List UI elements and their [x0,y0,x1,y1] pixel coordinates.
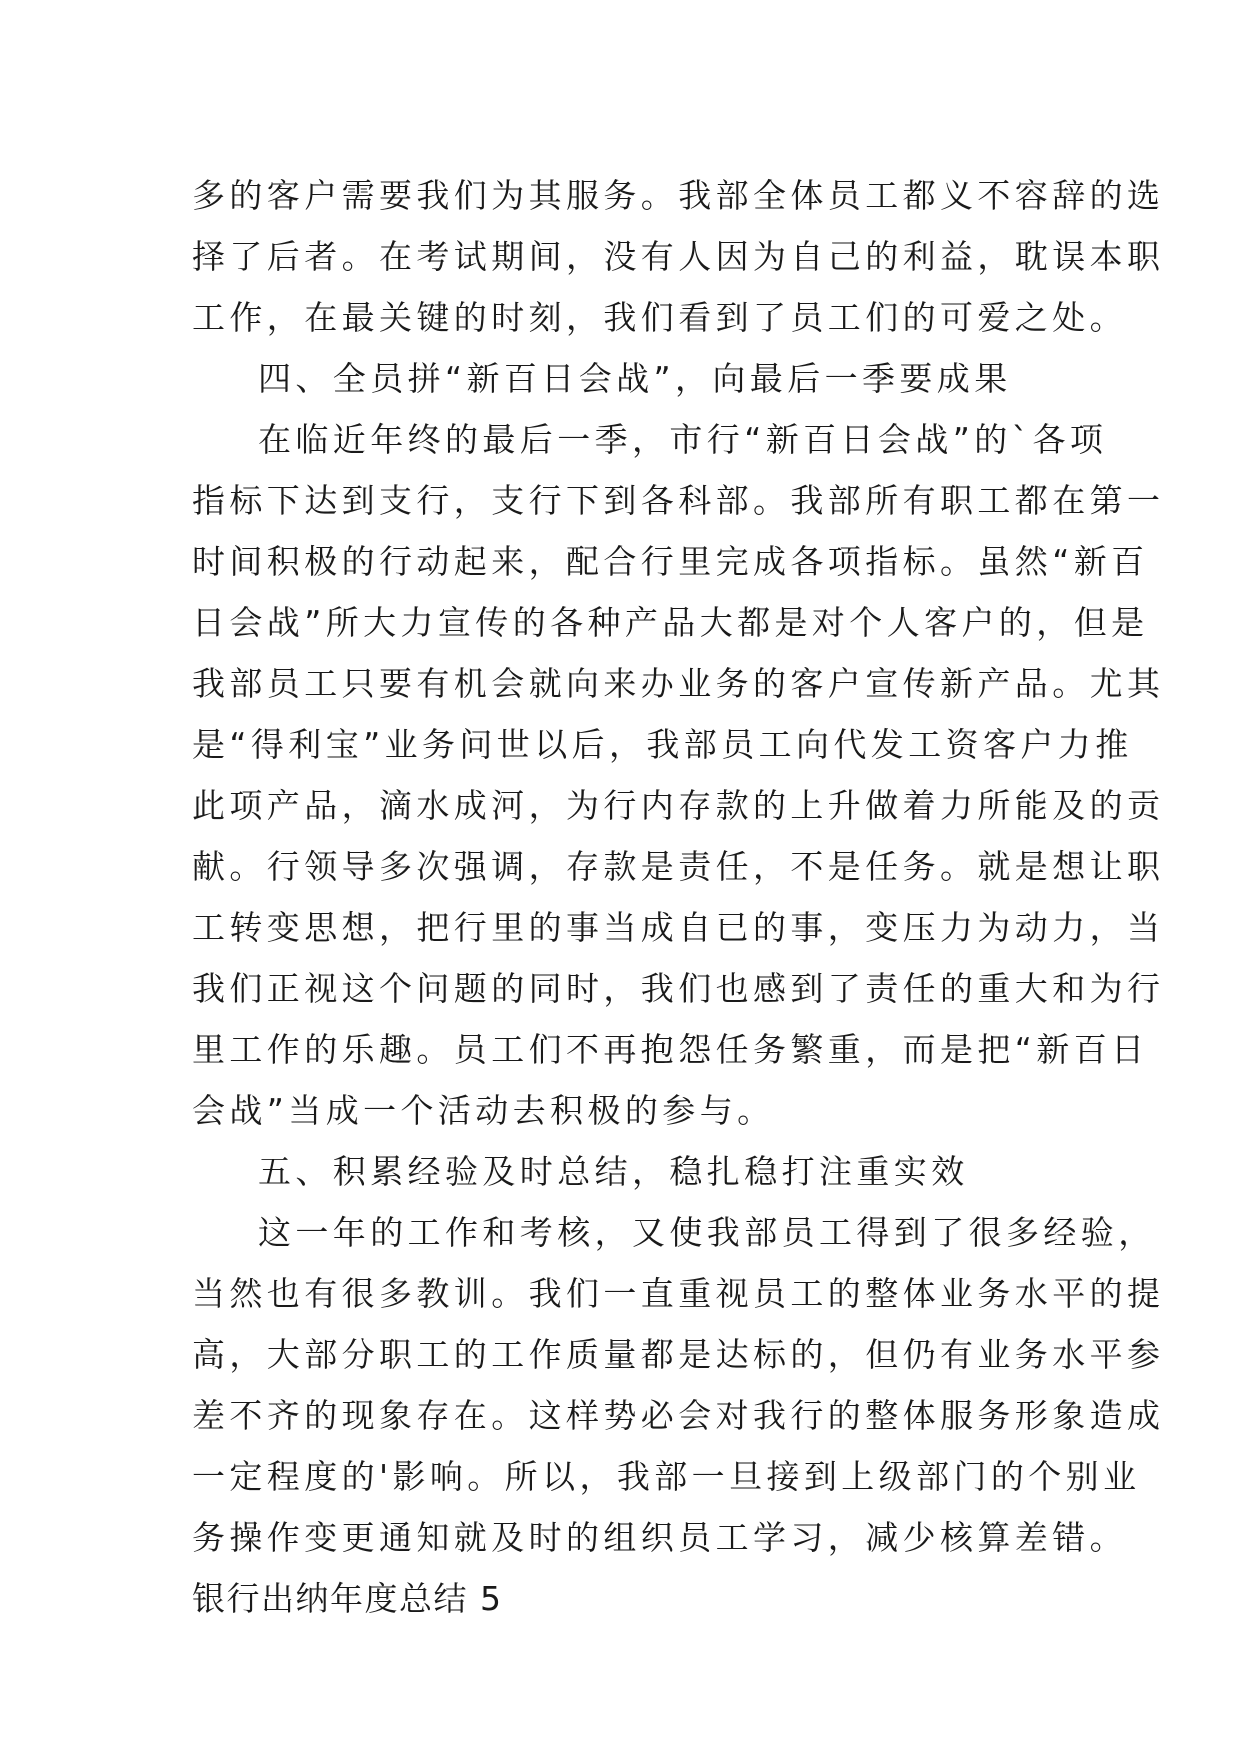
paragraph-line: 我们正视这个问题的同时，我们也感到了责任的重大和为行 [192,969,1165,1008]
section-heading-four: 四、全员拼“新百日会战”，向最后一季要成果 [258,359,1012,398]
section-heading-five: 五、积累经验及时总结，稳扎稳打注重实效 [258,1152,969,1191]
paragraph-line: 里工作的乐趣。员工们不再抱怨任务繁重，而是把“新百日 [192,1030,1149,1069]
paragraph-line: 一定程度的'影响。所以，我部一旦接到上级部门的个别业 [192,1457,1141,1496]
document-body [192,165,1165,1629]
paragraph-line: 这一年的工作和考核，又使我部员工得到了很多经验， [258,1213,1156,1252]
paragraph-line: 当然也有很多教训。我们一直重视员工的整体业务水平的提 [192,1274,1165,1313]
paragraph-line: 工转变思想，把行里的事当成自已的事，变压力为动力，当 [192,908,1165,947]
next-section-title: 银行出纳年度总结 5 [192,1579,503,1618]
paragraph-line: 是“得利宝”业务问世以后，我部员工向代发工资客户力推 [192,725,1133,764]
paragraph-line: 指标下达到支行，支行下到各科部。我部所有职工都在第一 [192,481,1165,520]
paragraph-line: 时间积极的行动起来，配合行里完成各项指标。虽然“新百 [192,542,1149,581]
paragraph-line: 工作，在最关键的时刻，我们看到了员工们的可爱之处。 [192,298,1127,337]
paragraph-line: 我部员工只要有机会就向来办业务的客户宣传新产品。尤其 [192,664,1165,703]
paragraph-line: 此项产品，滴水成河，为行内存款的上升做着力所能及的贡 [192,786,1165,825]
paragraph-line: 高，大部分职工的工作质量都是达标的，但仍有业务水平参 [192,1335,1165,1374]
paragraph-line: 会战”当成一个活动去积极的参与。 [192,1091,775,1130]
paragraph-line: 择了后者。在考试期间，没有人因为自己的利益，耽误本职 [192,237,1165,276]
paragraph-line: 多的客户需要我们为其服务。我部全体员工都义不容辞的选 [192,176,1165,215]
paragraph-line: 献。行领导多次强调，存款是责任，不是任务。就是想让职 [192,847,1165,886]
paragraph-line: 差不齐的现象存在。这样势必会对我行的整体服务形象造成 [192,1396,1165,1435]
paragraph-line: 务操作变更通知就及时的组织员工学习，减少核算差错。 [192,1518,1127,1557]
paragraph-line: 日会战”所大力宣传的各种产品大都是对个人客户的，但是 [192,603,1149,642]
paragraph-line: 在临近年终的最后一季，市行“新百日会战”的`各项 [258,420,1108,459]
